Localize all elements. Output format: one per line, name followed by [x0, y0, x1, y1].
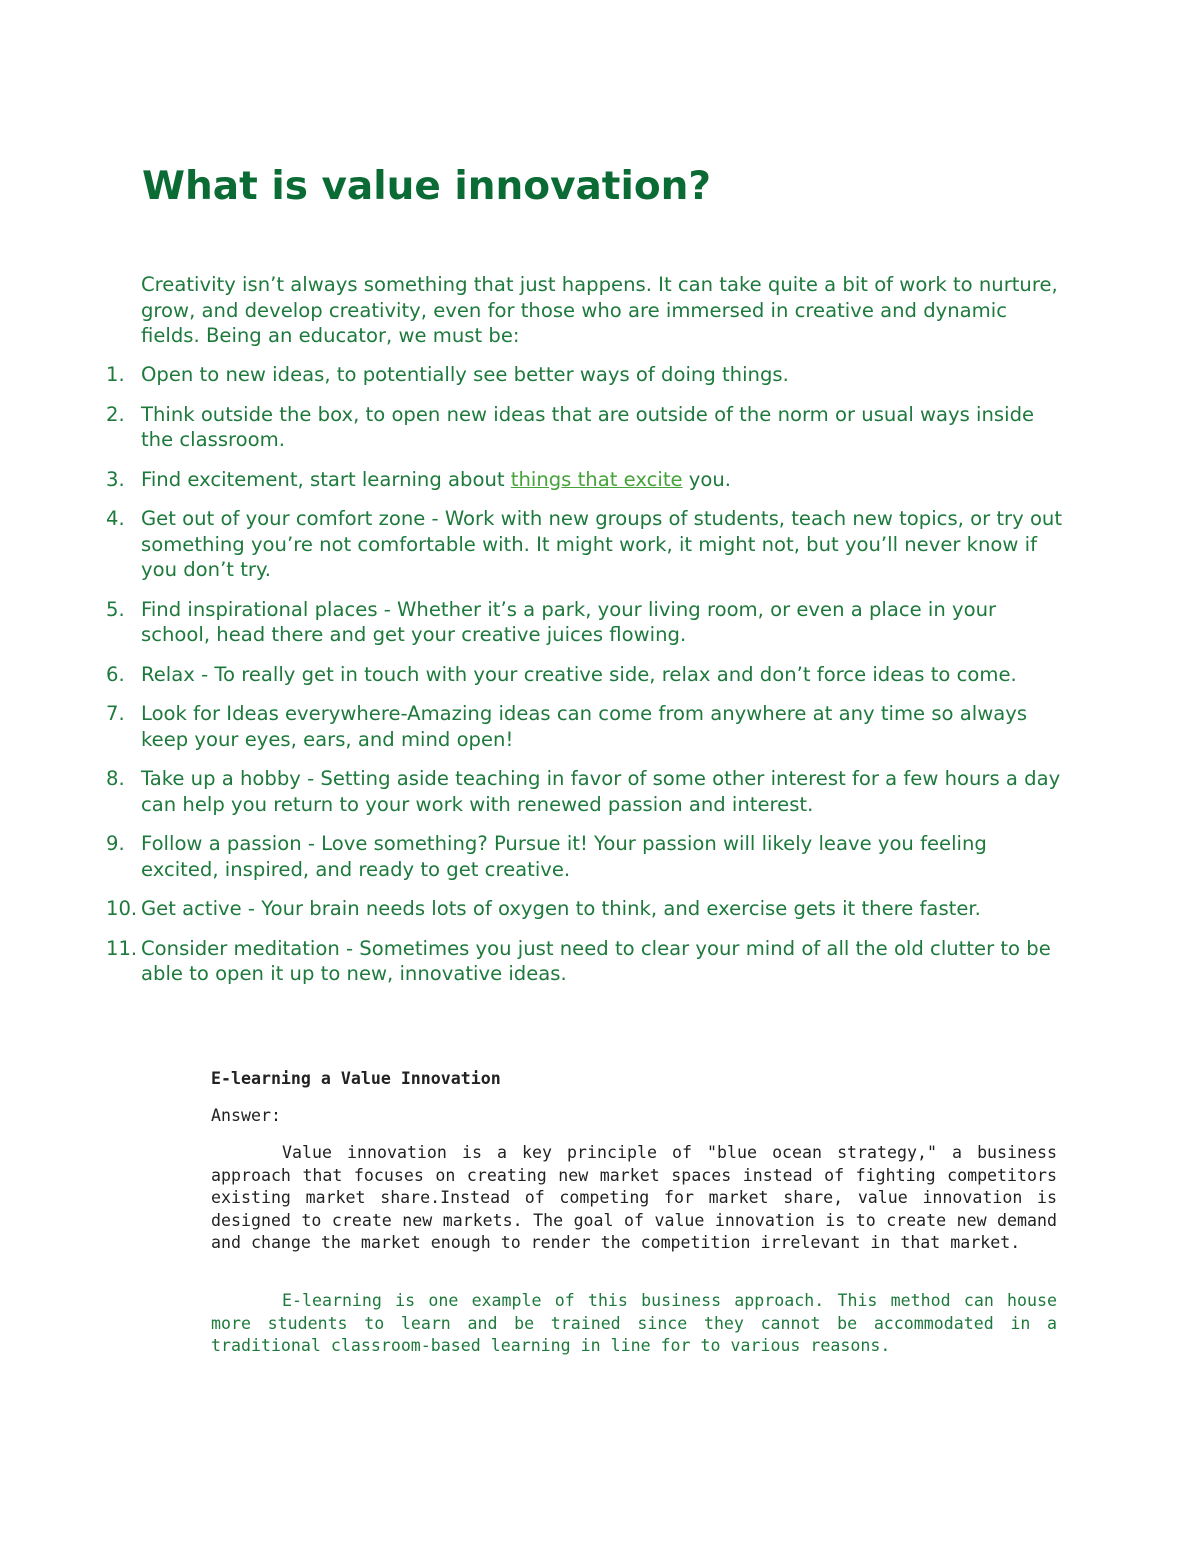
list-number: 4. — [106, 507, 125, 530]
list-number: 10. — [106, 897, 138, 920]
list-number: 5. — [106, 597, 125, 621]
list-number: 11. — [106, 936, 138, 960]
list-item — [106, 936, 1066, 987]
list-number: 3. — [106, 467, 125, 491]
list-item — [106, 766, 1066, 817]
tips-list — [106, 362, 1066, 1001]
list-number: 6. — [106, 662, 125, 686]
list-item-text: Find inspirational places - Whether it’s a park, your living room, or even a place in your school, head there and get your creative juices flowing. — [141, 597, 997, 646]
list-number: 2. — [106, 402, 125, 426]
intro-paragraph: Creativity isn’t always something that just happens. It can take quite a bit of work to nurture, grow, and develop creativity, even for those who are immersed in creative and dynamic fields. Being an educator, we must be: — [141, 273, 1058, 347]
answer-label: Answer: — [211, 1106, 281, 1125]
list-item — [106, 597, 1066, 648]
list-number: 9. — [106, 832, 125, 855]
list-item-text-before: Find excitement, start learning about — [141, 467, 511, 491]
list-item — [106, 896, 1066, 922]
answer-paragraph-1-text: Value innovation is a key principle of "blue ocean strategy," a business approach that focuses on creating new market spaces instead of fighting competitors existing market share.Instead of competing for market share, value innovation is designed to create new markets. The goal of value innovation is to create new demand and change the market enough to render the competition irrelevant in that market. — [211, 1143, 1057, 1252]
list-number: 1. — [106, 363, 125, 386]
list-item-text: Look for Ideas everywhere-Amazing ideas can come from anywhere at any time so always keep your eyes, ears, and mind open! — [141, 702, 1028, 751]
list-item-text — [141, 467, 1066, 493]
list-item — [106, 662, 1066, 688]
answer-paragraph-2-text: E-learning is one example of this business approach. This method can house more students to learn and be trained since they cannot be accommodated in a traditional classroom-based learning in line for to various reasons. — [211, 1291, 1057, 1355]
list-item-text: Follow a passion - Love something? Pursue it! Your passion will likely leave you feeling excited, inspired, and ready to get creative. — [141, 832, 987, 881]
list-item — [106, 362, 1066, 388]
list-item-text: Get out of your comfort zone - Work with new groups of students, teach new topics, or try out something you’re not comfortable with. It might work, it might not, but you’ll never know if you don’t try. — [141, 507, 1063, 581]
list-item — [106, 831, 1066, 882]
list-item-text: Get active - Your brain needs lots of oxygen to think, and exercise gets it there faster. — [141, 897, 981, 920]
list-item — [106, 402, 1066, 453]
list-item — [106, 467, 1066, 493]
list-item — [106, 701, 1066, 752]
answer-paragraph-2 — [211, 1290, 1057, 1358]
list-item-text: Think outside the box, to open new ideas that are outside of the norm or usual ways inside the classroom. — [141, 402, 1035, 451]
list-item-text: Open to new ideas, to potentially see better ways of doing things. — [141, 363, 789, 386]
list-number: 8. — [106, 767, 125, 790]
page-title: What is value innovation? — [142, 164, 712, 209]
list-item-text-after: you. — [682, 467, 732, 491]
answer-paragraph-1 — [211, 1142, 1057, 1255]
list-item-text: Take up a hobby - Setting aside teaching in favor of some other interest for a few hours a day can help you return to your work with renewed passion and interest. — [141, 767, 1061, 816]
things-that-excite-link[interactable]: things that excite — [510, 467, 683, 491]
list-item-text: Relax - To really get in touch with your creative side, relax and don’t force ideas to come. — [141, 662, 1017, 686]
list-item-text: Consider meditation - Sometimes you just need to clear your mind of all the old clutter to be able to open it up to new, innovative ideas. — [141, 936, 1051, 985]
list-number: 7. — [106, 702, 125, 725]
section-heading: E-learning a Value Innovation — [211, 1069, 501, 1088]
list-item — [106, 506, 1066, 583]
